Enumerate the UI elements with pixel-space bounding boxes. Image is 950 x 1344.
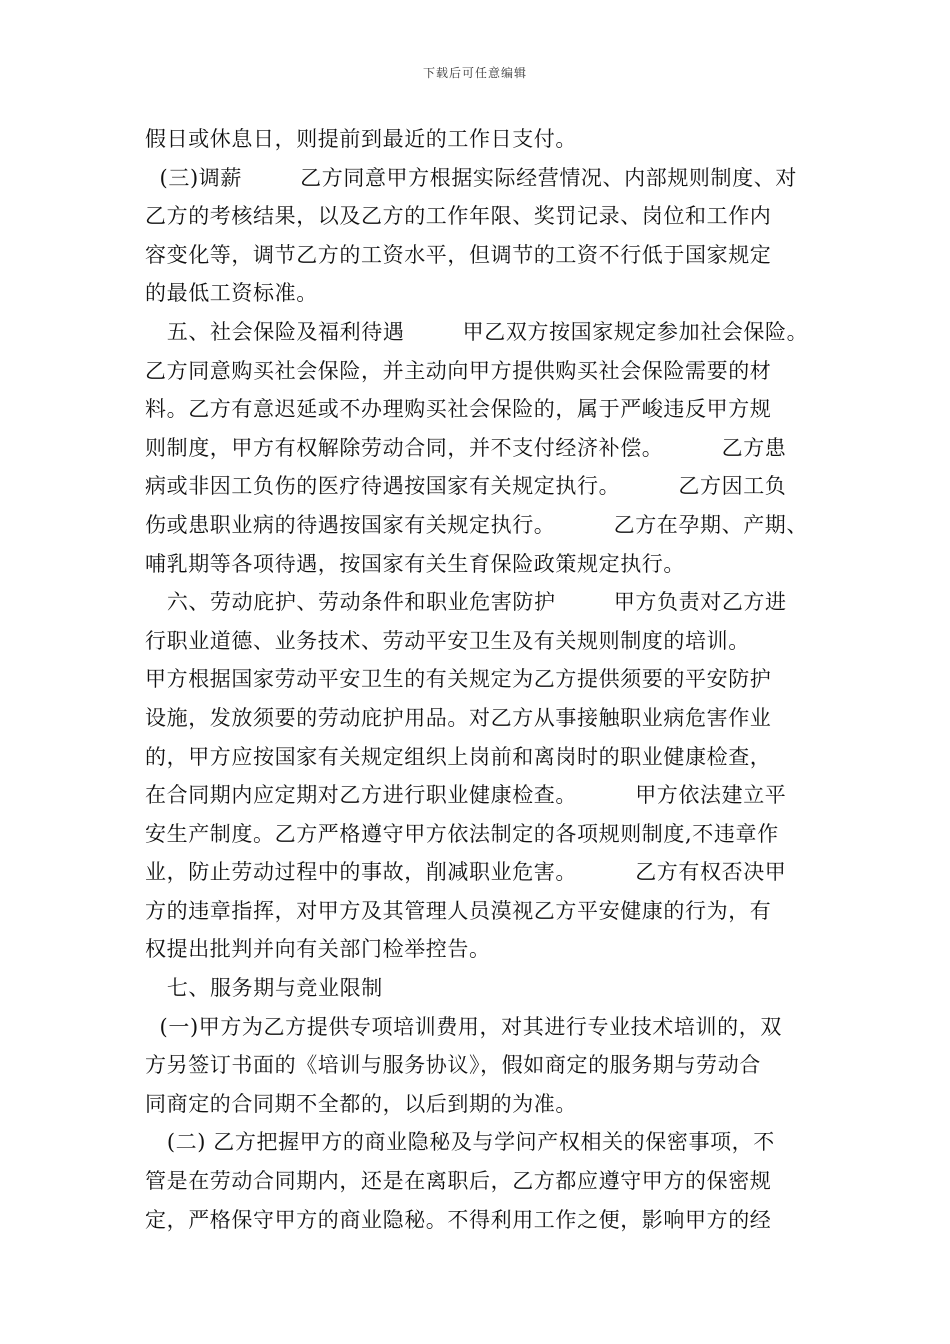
text-line: 五、社会保险及福利待遇 甲乙双方按国家规定参加社会保险。 (145, 319, 809, 344)
text-line: 方的违章指挥，对甲方及其管理人员漠视乙方平安健康的行为，有 (145, 898, 772, 923)
page-header: 下载后可任意编辑 (422, 66, 527, 80)
text-line: 定，严格保守甲方的商业隐秘。不得利用工作之便，影响甲方的经 (145, 1207, 772, 1232)
text-line: 方另签订书面的《培训与服务协议》，假如商定的服务期与劳动合 (145, 1053, 761, 1078)
text-line: 行职业道德、业务技术、劳动平安卫生及有关规则制度的培训。 (145, 628, 750, 653)
text-line: 乙方同意购买社会保险，并主动向甲方提供购买社会保险需要的材 (145, 358, 772, 383)
text-line: 安生产制度。乙方严格遵守甲方依法制定的各项规则制度,不违章作 (145, 821, 779, 846)
text-line: 权提出批判并向有关部门检举控告。 (145, 937, 491, 962)
text-line: (二) 乙方把握甲方的商业隐秘及与学问产权相关的保密事项，不 (145, 1130, 775, 1155)
text-line: 设施，发放须要的劳动庇护用品。对乙方从事接触职业病危害作业 (145, 705, 772, 730)
text-line: 乙方的考核结果，以及乙方的工作年限、奖罚记录、岗位和工作内 (145, 204, 772, 229)
text-line: 假日或休息日，则提前到最近的工作日支付。 (145, 127, 577, 151)
text-line: 六、劳动庇护、劳动条件和职业危害防护 甲方负责对乙方进 (145, 590, 787, 615)
text-line: (一)甲方为乙方提供专项培训费用，对其进行专业技术培训的，双 (145, 1014, 782, 1039)
text-line: 料。乙方有意迟延或不办理购买社会保险的，属于严峻违反甲方规 (145, 397, 772, 422)
text-line: 业，防止劳动过程中的事故，削减职业危害。 乙方有权否决甲 (145, 860, 787, 885)
text-line: 病或非因工负伤的医疗待遇按国家有关规定执行。 乙方因工负 (145, 474, 787, 499)
text-line: 的最低工资标准。 (145, 281, 318, 306)
text-line: 伤或患职业病的待遇按国家有关规定执行。 乙方在孕期、产期、 (145, 512, 808, 537)
text-line: 哺乳期等各项待遇，按国家有关生育保险政策规定执行。 (145, 551, 685, 576)
text-line: 则制度，甲方有权解除劳动合同，并不支付经济补偿。 乙方患 (145, 435, 787, 460)
text-line: 甲方根据国家劳动平安卫生的有关规定为乙方提供须要的平安防护 (145, 667, 772, 692)
document-body (145, 120, 825, 1239)
text-line: 七、服务期与竞业限制 (145, 976, 383, 1001)
text-line: (三)调薪 乙方同意甲方根据实际经营情况、内部规则制度、对 (145, 165, 797, 190)
text-line: 同商定的合同期不全都的，以后到期的为准。 (145, 1091, 577, 1116)
text-line: 管是在劳动合同期内，还是在离职后，乙方都应遵守甲方的保密规 (145, 1169, 772, 1194)
text-line: 容变化等，调节乙方的工资水平，但调节的工资不行低于国家规定 (145, 242, 772, 267)
text-line: 的，甲方应按国家有关规定组织上岗前和离岗时的职业健康检查， (145, 744, 772, 769)
text-line: 在合同期内应定期对乙方进行职业健康检查。 甲方依法建立平 (145, 783, 787, 808)
